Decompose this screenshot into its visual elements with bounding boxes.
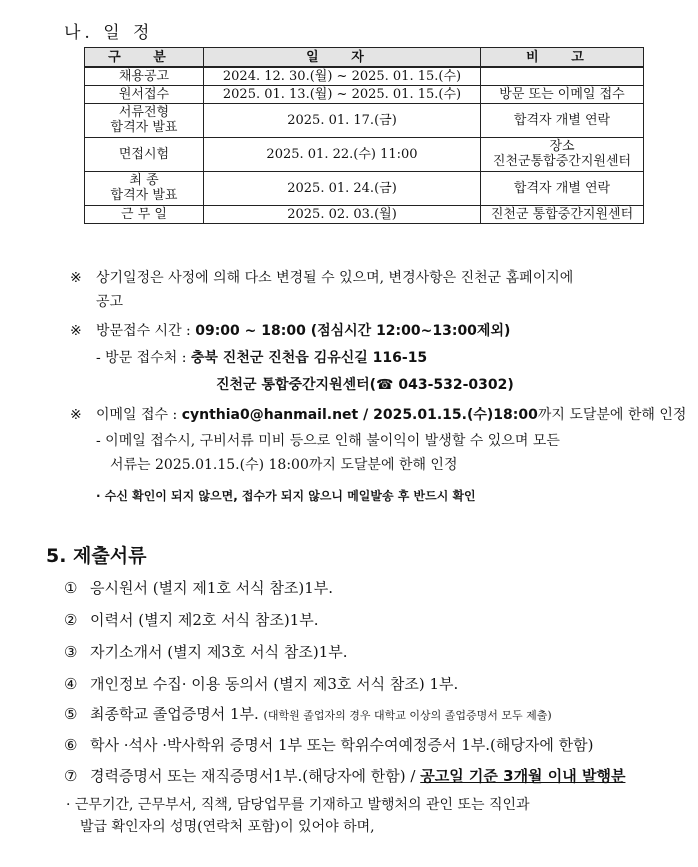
item-number: ⑥: [64, 736, 78, 754]
note-line: · 근무기간, 근무부서, 직책, 담당업무를 기재하고 발행처의 관인 또는 직인과: [66, 797, 530, 813]
note-line: 상기일정은 사정에 의해 다소 변경될 수 있으며, 변경사항은 진천군 홈페이지에: [96, 270, 574, 286]
item-number: ③: [64, 643, 78, 661]
row-note: 진천군 통합중간지원센터: [481, 205, 644, 223]
list-item: [64, 641, 348, 662]
note-line: 서류는 2025.01.15.(수) 18:00까지 도달분에 한해 인정: [110, 457, 458, 473]
row-date: 2025. 02. 03.(월): [204, 205, 481, 223]
item-note: (대학원 졸업자의 경우 대학교 이상의 졸업증명서 모두 제출): [263, 709, 552, 722]
row-note: 방문 또는 이메일 접수: [481, 85, 644, 103]
note-schedule-change: [96, 266, 656, 314]
row-date: 2025. 01. 13.(월) ~ 2025. 01. 15.(수): [204, 85, 481, 103]
schedule-section-title: 나. 일 정: [64, 23, 154, 43]
list-item: [64, 609, 319, 630]
list-item: [64, 734, 593, 755]
item-text: 자기소개서 (별지 제3호 서식 참조)1부.: [90, 643, 348, 661]
visit-time-value: 09:00 ~ 18:00 (점심시간 12:00~13:00제외): [195, 323, 511, 339]
item-text: 최종학교 졸업증명서 1부.: [90, 705, 259, 723]
header-date: 일 자: [204, 48, 481, 68]
visit-place-line: [96, 346, 427, 370]
header-note: 비 고: [481, 48, 644, 68]
table-row: [85, 67, 644, 85]
email-sub-note: [96, 429, 656, 477]
item-text: 개인정보 수집· 이용 동의서 (별지 제3호 서식 참조) 1부.: [90, 675, 459, 693]
item-number: ⑦: [64, 767, 78, 785]
item-text: 학사 ·석사 ·박사학위 증명서 1부 또는 학위수여예정증서 1부.(해당자에 한함): [90, 736, 594, 754]
header-category: 구 분: [85, 48, 204, 68]
email-suffix: 까지 도달분에 한해 인정: [537, 407, 687, 423]
email-address[interactable]: cynthia0@hanmail.net / 2025.01.15.(수)18:00: [181, 407, 538, 423]
row-category: 채용공고: [85, 67, 204, 85]
note-line: 발급 확인자의 성명(연락처 포함)이 있어야 하며,: [80, 819, 375, 835]
row-category: 원서접수: [85, 85, 204, 103]
visit-center-line: 진천군 통합중간지원센터(☎ 043-532-0302): [216, 377, 514, 393]
table-row: [85, 103, 644, 137]
row-date: 2024. 12. 30.(월) ~ 2025. 01. 15.(수): [204, 67, 481, 85]
visit-time-label: 방문접수 시간 :: [96, 323, 191, 339]
item-number: ①: [64, 579, 78, 597]
email-warning: · 수신 확인이 되지 않으면, 접수가 되지 않으니 메일발송 후 반드시 확인: [96, 489, 476, 503]
table-row: [85, 171, 644, 205]
item-text: 경력증명서 또는 재직증명서1부.(해당자에 한함) /: [90, 767, 421, 785]
item-text: 이력서 (별지 제2호 서식 참조)1부.: [90, 611, 319, 629]
list-item: [64, 703, 552, 724]
visit-time-line: [96, 319, 510, 343]
schedule-table: [84, 47, 644, 224]
reference-mark: ※: [70, 323, 82, 339]
row-date: 2025. 01. 22.(수) 11:00: [204, 137, 481, 171]
reference-mark: ※: [70, 407, 82, 423]
email-label: 이메일 접수 :: [96, 407, 178, 423]
table-row: [85, 85, 644, 103]
row-note-line: 진천군통합중간지원센터: [492, 154, 632, 169]
table-header-row: [85, 48, 644, 68]
note-line: 공고: [96, 294, 124, 310]
visit-place-label: - 방문 접수처 :: [96, 350, 187, 366]
note-line: - 이메일 접수시, 구비서류 미비 등으로 인해 불이익이 발생할 수 있으며 모든: [96, 433, 560, 449]
row-date: 2025. 01. 17.(금): [204, 103, 481, 137]
row-category: [85, 103, 204, 137]
row-category: 근 무 일: [85, 205, 204, 223]
reference-mark: ※: [70, 270, 82, 286]
row-category: [85, 171, 204, 205]
item-number: ④: [64, 675, 78, 693]
row-note-line: 장소: [549, 139, 575, 154]
table-row: [85, 205, 644, 223]
table-row: [85, 137, 644, 171]
list-item: [64, 765, 625, 786]
career-cert-note: [66, 794, 530, 838]
row-category-line: 합격자 발표: [110, 188, 178, 203]
list-item: [64, 673, 458, 694]
row-date: 2025. 01. 24.(금): [204, 171, 481, 205]
visit-place-value: 충북 진천군 진천읍 김유신길 116-15: [190, 350, 428, 366]
row-note: [481, 67, 644, 85]
row-category-line: 합격자 발표: [110, 120, 178, 135]
row-note: [481, 137, 644, 171]
row-note: 합격자 개별 연락: [481, 171, 644, 205]
item-text: 응시원서 (별지 제1호 서식 참조)1부.: [90, 579, 334, 597]
row-category-line: 최 종: [129, 173, 159, 188]
item-number: ⑤: [64, 705, 78, 723]
row-note: 합격자 개별 연락: [481, 103, 644, 137]
row-category: 면접시험: [85, 137, 204, 171]
email-line: [96, 403, 686, 427]
item-number: ②: [64, 611, 78, 629]
list-item: [64, 577, 333, 598]
documents-section-title: 5. 제출서류: [46, 545, 147, 567]
row-category-line: 서류전형: [118, 105, 170, 120]
item-emphasis: 공고일 기준 3개월 이내 발행분: [420, 767, 626, 785]
